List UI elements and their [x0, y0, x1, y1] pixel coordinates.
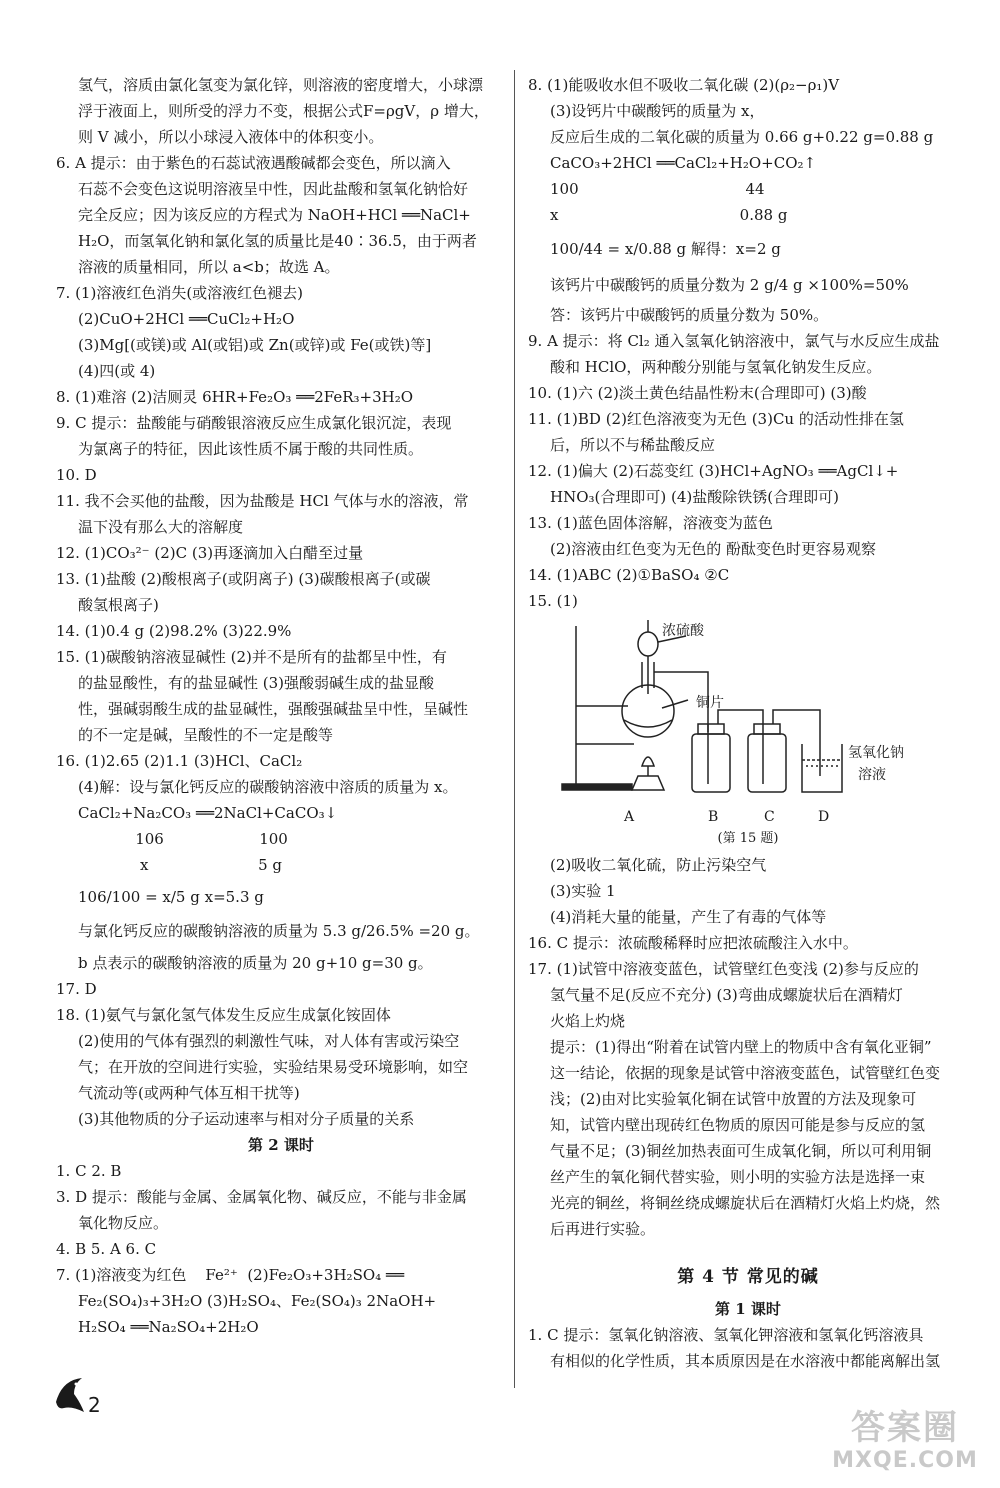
text-line: 后再进行实验。 — [550, 1220, 656, 1238]
text-line: 后，所以不与稀盐酸反应 — [550, 436, 716, 454]
text-line: 15. (1)碳酸钠溶液显碱性 (2)并不是所有的盐都呈中性，有 — [56, 648, 447, 666]
text-line: 反应后生成的二氧化碳的质量为 0.66 g+0.22 g=0.88 g — [550, 128, 934, 146]
text-line: 石蕊不会变色这说明溶液呈中性，因此盐酸和氢氧化钠恰好 — [78, 180, 469, 198]
text-line: 气；在开放的空间进行实验，实验结果易受环境影响，如空 — [78, 1058, 469, 1076]
text-line: 性，强碱弱酸生成的盐显碱性，强酸强碱盐呈中性，呈碱性 — [78, 700, 469, 718]
text-line: CaCl₂+Na₂CO₃ ══2NaCl+CaCO₃↓ — [78, 804, 338, 822]
text-line: 丝产生的氧化铜代替实验，则小明的实验方法是选择一束 — [550, 1168, 926, 1186]
text-line: 酸和 HClO，两种酸分别能与氢氧化钠发生反应。 — [550, 358, 882, 376]
text-line: 12. (1)偏大 (2)石蕊变红 (3)HCl+AgNO₃ ══AgCl↓+ — [528, 462, 899, 480]
text-line: (4)消耗大量的能量，产生了有毒的气体等 — [550, 908, 827, 926]
text-line: (4)解：设与氯化钙反应的碳酸钠溶液中溶质的质量为 x。 — [78, 778, 458, 796]
text-line: b 点表示的碳酸钠溶液的质量为 20 g+10 g=30 g。 — [78, 954, 433, 972]
label-apparatus-b: B — [708, 809, 719, 825]
text-line: (3)实验 1 — [550, 882, 616, 900]
text-line: CaCO₃+2HCl ══CaCl₂+H₂O+CO₂↑ — [550, 154, 817, 172]
text-line: HNO₃(合理即可) (4)盐酸除铁锈(合理即可) — [550, 488, 839, 506]
text-line: 酸氢根离子) — [78, 596, 159, 614]
text-line: 11. 我不会买他的盐酸，因为盐酸是 HCl 气体与水的溶液，常 — [56, 492, 469, 510]
text-line: H₂O，而氢氧化钠和氯化氢的质量比是40∶36.5，由于两者 — [78, 232, 477, 250]
text-line: 知，试管内壁出现砖红色物质的原因可能是参与反应的氢 — [550, 1116, 926, 1134]
text-line: (2)使用的气体有强烈的刺激性气味，对人体有害或污染空 — [78, 1032, 460, 1050]
text-line: 浮于液面上，则所受的浮力不变，根据公式F=ρgV，ρ 增大， — [78, 102, 489, 120]
text-line: 9. A 提示：将 Cl₂ 通入氢氧化钠溶液中，氯气与水反应生成盐 — [528, 332, 940, 350]
label-apparatus-a: A — [624, 809, 635, 825]
text-line: 这一结论，依据的现象是试管中溶液变蓝色，试管壁红色变 — [550, 1064, 941, 1082]
text-line: 完全反应；因为该反应的方程式为 NaOH+HCl ══NaCl+ — [78, 206, 471, 224]
text-line: 有相似的化学性质，其本质原因是在水溶液中都能离解出氢 — [550, 1352, 941, 1370]
text-line: x 0.88 g — [550, 206, 788, 224]
dolphin-logo-icon — [52, 1372, 88, 1424]
text-line: 浅；(2)由对比实验氧化铜在试管中放置的方法及现象可 — [550, 1090, 917, 1108]
text-line: 氢气量不足(反应不充分) (3)弯曲成螺旋状后在酒精灯 — [550, 986, 903, 1004]
text-line: 火焰上灼烧 — [550, 1012, 626, 1030]
text-line: 9. C 提示：盐酸能与硝酸银溶液反应生成氯化银沉淀，表现 — [56, 414, 452, 432]
text-line: 为氯离子的特征，因此该性质不属于酸的共同性质。 — [78, 440, 424, 458]
text-line: 温下没有那么大的溶解度 — [78, 518, 244, 536]
text-line: 提示：(1)得出“附着在试管内壁上的物质中含有氧化亚铜” — [550, 1038, 932, 1056]
text-line: x 5 g — [78, 856, 283, 874]
text-line: 16. C 提示：浓硫酸稀释时应把浓硫酸注入水中。 — [528, 934, 858, 952]
text-line: 13. (1)盐酸 (2)酸根离子(或阴离子) (3)碳酸根离子(或碳 — [56, 570, 431, 588]
apparatus-figure — [528, 616, 968, 826]
text-line: 答：该钙片中碳酸钙的质量分数为 50%。 — [550, 306, 829, 324]
text-line: 1. C 提示：氢氧化钠溶液、氢氧化钾溶液和氢氧化钙溶液具 — [528, 1326, 924, 1344]
text-line: 的不一定是碱，呈酸性的不一定是酸等 — [78, 726, 334, 744]
text-line: 18. (1)氨气与氯化氢气体发生反应生成氯化铵固体 — [56, 1006, 391, 1024]
text-line: (3)设钙片中碳酸钙的质量为 x， — [550, 102, 765, 120]
text-line: 10. D — [56, 466, 97, 484]
right-column — [528, 72, 968, 1374]
text-line: (3)其他物质的分子运动速率与相对分子质量的关系 — [78, 1110, 415, 1128]
text-line: 溶液的质量相同，所以 a<b；故选 A。 — [78, 258, 340, 276]
text-line: 光亮的铜丝，将铜丝绕成螺旋状后在酒精灯火焰上灼烧，然 — [550, 1194, 941, 1212]
text-line: 100 44 — [550, 180, 765, 198]
text-line: 14. (1)0.4 g (2)98.2% (3)22.9% — [56, 622, 292, 640]
text-line: 8. (1)难溶 (2)洁厕灵 6HR+Fe₂O₃ ══2FeR₃+3H₂O — [56, 388, 414, 406]
text-line: 16. (1)2.65 (2)1.1 (3)HCl、CaCl₂ — [56, 752, 303, 770]
watermark-title: 答案圈 — [851, 1408, 959, 1448]
page-number: 2 — [88, 1393, 101, 1417]
text-line: 6. A 提示：由于紫色的石蕊试液遇酸碱都会变色，所以滴入 — [56, 154, 451, 172]
text-line: 100/44 = x/0.88 g 解得：x=2 g — [550, 240, 781, 258]
text-line: 7. (1)溶液红色消失(或溶液红色褪去) — [56, 284, 304, 302]
text-line: (4)四(或 4) — [78, 362, 156, 380]
text-line: 气流动等(或两种气体互相干扰等) — [78, 1084, 300, 1102]
text-line: 13. (1)蓝色固体溶解，溶液变为蓝色 — [528, 514, 773, 532]
text-line: 的盐显酸性，有的盐显碱性 (3)强酸弱碱生成的盐显酸 — [78, 674, 435, 692]
label-apparatus-c: C — [764, 809, 775, 825]
column-divider — [514, 70, 515, 1388]
text-line: 17. D — [56, 980, 97, 998]
text-line: 106 100 — [78, 830, 288, 848]
label-naoh-line1: 氢氧化钠 — [848, 745, 904, 761]
text-line: 8. (1)能吸收水但不吸收二氧化碳 (2)(ρ₂−ρ₁)V — [528, 76, 840, 94]
text-line: 氢气，溶质由氯化氢变为氯化锌，则溶液的密度增大，小球漂 — [78, 76, 484, 94]
left-column — [56, 72, 506, 1340]
text-line: 1. C 2. B — [56, 1162, 122, 1180]
text-line: 则 V 减小，所以小球浸入液体中的体积变小。 — [78, 128, 384, 146]
text-line: (2)溶液由红色变为无色的 酚酞变色时更容易观察 — [550, 540, 877, 558]
text-line: H₂SO₄ ══Na₂SO₄+2H₂O — [78, 1318, 259, 1336]
text-line: 与氯化钙反应的碳酸钠溶液的质量为 5.3 g/26.5% =20 g。 — [78, 922, 480, 940]
text-line: 氧化物反应。 — [78, 1214, 169, 1232]
text-line: 106/100 = x/5 g x=5.3 g — [78, 888, 264, 906]
text-line: 11. (1)BD (2)红色溶液变为无色 (3)Cu 的活动性排在氢 — [528, 410, 904, 428]
label-copper-sheet: 铜片 — [696, 695, 724, 711]
text-line: 该钙片中碳酸钙的质量分数为 2 g/4 g ×100%=50% — [550, 276, 909, 294]
lesson-heading: 第 1 课时 — [715, 1300, 781, 1318]
text-line: (2)吸收二氧化硫，防止污染空气 — [550, 856, 767, 874]
text-line: (3)Mg[(或镁)或 Al(或铝)或 Zn(或锌)或 Fe(或铁)等] — [78, 336, 432, 354]
text-line: 3. D 提示：酸能与金属、金属氧化物、碱反应，不能与非金属 — [56, 1188, 467, 1206]
text-line: 14. (1)ABC (2)①BaSO₄ ②C — [528, 566, 730, 584]
text-line: 15. (1) — [528, 592, 578, 610]
text-line: Fe₂(SO₄)₃+3H₂O (3)H₂SO₄、Fe₂(SO₄)₃ 2NaOH+ — [78, 1292, 437, 1310]
text-line: 4. B 5. A 6. C — [56, 1240, 157, 1258]
section-title: 第 4 节 常见的碱 — [677, 1267, 819, 1287]
watermark — [820, 1408, 990, 1483]
label-concentrated-sulfuric-acid: 浓硫酸 — [662, 623, 704, 639]
text-line: 气量不足；(3)铜丝加热表面可生成氧化铜，所以可利用铜 — [550, 1142, 932, 1160]
label-apparatus-d: D — [818, 809, 830, 825]
lesson-heading: 第 2 课时 — [248, 1136, 314, 1154]
text-line: 17. (1)试管中溶液变蓝色，试管壁红色变浅 (2)参与反应的 — [528, 960, 919, 978]
label-naoh-line2: 溶液 — [858, 767, 886, 783]
text-line: (2)CuO+2HCl ══CuCl₂+H₂O — [78, 310, 295, 328]
text-line: 12. (1)CO₃²⁻ (2)C (3)再逐滴加入白醋至过量 — [56, 544, 364, 562]
watermark-url: MXQE.COM — [832, 1448, 978, 1473]
text-line: 10. (1)六 (2)淡土黄色结晶性粉末(合理即可) (3)酸 — [528, 384, 867, 402]
figure-caption: (第 15 题) — [717, 831, 779, 846]
text-line: 7. (1)溶液变为红色 Fe²⁺ (2)Fe₂O₃+3H₂SO₄ ══ — [56, 1266, 404, 1284]
